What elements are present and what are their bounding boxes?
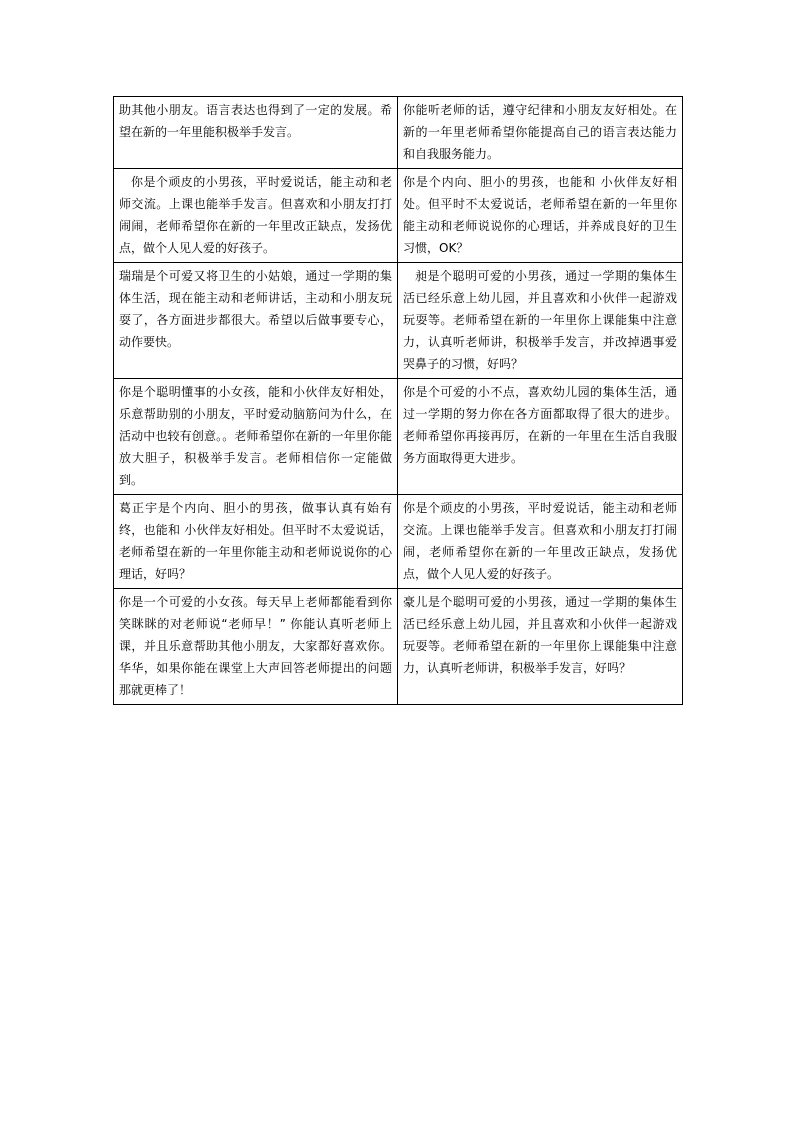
table-row bbox=[114, 589, 683, 705]
table-row bbox=[114, 495, 683, 589]
comment-cell-right: 你能听老师的话，遵守纪律和小朋友友好相处。在新的一年里老师希望你能提高自己的语言表达能力和自我服务能力。 bbox=[398, 97, 683, 169]
comment-cell-left: 葛正宇是个内向、胆小的男孩，做事认真有始有终，也能和 小伙伴友好相处。但平时不太爱说话，老师希望在新的一年里你能主动和老师说说你的心理话，好吗？ bbox=[114, 495, 398, 589]
comment-cell-left: 瑞瑞是个可爱又将卫生的小姑娘，通过一学期的集体生活，现在能主动和老师讲话，主动和小朋友玩耍了，各方面进步都很大。希望以后做事要专心，动作要快。 bbox=[114, 263, 398, 379]
teacher-comments-table bbox=[113, 96, 683, 705]
comment-cell-left: 助其他小朋友。语言表达也得到了一定的发展。希望在新的一年里能积极举手发言。 bbox=[114, 97, 398, 169]
comment-cell-right: 你是个可爱的小不点，喜欢幼儿园的集体生活，通过一学期的努力你在各方面都取得了很大的进步。老师希望你再接再厉，在新的一年里在生活自我服务方面取得更大进步。 bbox=[398, 379, 683, 495]
table-row bbox=[114, 169, 683, 263]
comment-cell-right: 昶是个聪明可爱的小男孩，通过一学期的集体生活已经乐意上幼儿园，并且喜欢和小伙伴一起游戏玩耍等。老师希望在新的一年里你上课能集中注意力，认真听老师讲，积极举手发言，并改掉遇事爱哭鼻子的习惯，好吗？ bbox=[398, 263, 683, 379]
table-row bbox=[114, 263, 683, 379]
table-row bbox=[114, 379, 683, 495]
comment-cell-left: 你是个聪明懂事的小女孩，能和小伙伴友好相处，乐意帮助别的小朋友，平时爱动脑筋问为什么，在活动中也较有创意。。老师希望你在新的一年里你能放大胆子，积极举手发言。老师相信你一定能做到。 bbox=[114, 379, 398, 495]
document-page bbox=[113, 96, 682, 705]
comment-cell-left: 你是一个可爱的小女孩。每天早上老师都能看到你笑眯眯的对老师说“老师早！” 你能认真听老师上课，并且乐意帮助其他小朋友，大家都好喜欢你。华华，如果你能在课堂上大声回答老师提出的问题那就更棒了！ bbox=[114, 589, 398, 705]
table-row bbox=[114, 97, 683, 169]
comment-cell-right: 你是个内向、胆小的男孩，也能和 小伙伴友好相处。但平时不太爱说话，老师希望在新的一年里你能主动和老师说说你的心理话，并养成良好的卫生习惯，OK？ bbox=[398, 169, 683, 263]
comment-cell-left: 你是个顽皮的小男孩，平时爱说话，能主动和老师交流。上课也能举手发言。但喜欢和小朋友打打闹闹，老师希望你在新的一年里改正缺点，发扬优点，做个人见人爱的好孩子。 bbox=[114, 169, 398, 263]
comment-cell-right: 豪儿是个聪明可爱的小男孩，通过一学期的集体生活已经乐意上幼儿园，并且喜欢和小伙伴一起游戏玩耍等。老师希望在新的一年里你上课能集中注意力，认真听老师讲，积极举手发言，好吗？ bbox=[398, 589, 683, 705]
comment-cell-right: 你是个顽皮的小男孩，平时爱说话，能主动和老师交流。上课也能举手发言。但喜欢和小朋友打打闹闹，老师希望你在新的一年里改正缺点，发扬优点，做个人见人爱的好孩子。 bbox=[398, 495, 683, 589]
